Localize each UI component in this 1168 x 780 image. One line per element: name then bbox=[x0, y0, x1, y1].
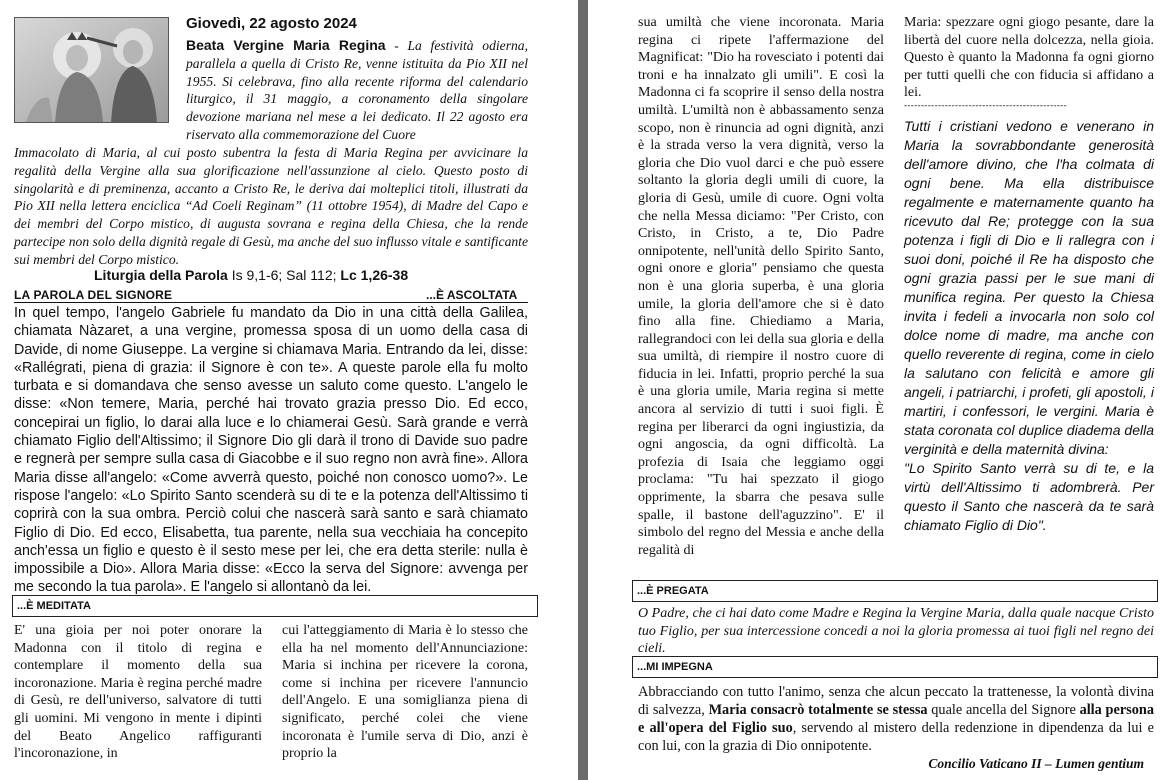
queenship-quote bbox=[904, 117, 1154, 535]
quote-text: Tutti i cristiani vedono e venerano in Maria la sovrabbondante generosità dell'amore divino, che l'ha colmata di ogni bene. Ma ella distribuisce regalmente e maternamente quanto ha ricevuto dal Re; protegge con la sua potenza i figli di Dio e li rallegra con i suoi doni, poiché il Re ha disposto che ogni grazia passi per le sue mani di munifica regina. Per questo la Chiesa invita i fedeli a invocarla non solo col dolce nome di madre, ma anche con quello reverente di regina, come in cielo la salutano con felicità e amore gli angeli, i patriarchi, i profeti, gli apostoli, i martiri, i confessori, le vergini. Maria è stata coronata col duplice diadema della verginità e della maternità divina: bbox=[904, 118, 1154, 457]
impegna-header bbox=[632, 656, 1158, 678]
section-word-title: LA PAROLA DEL SIGNORE bbox=[14, 288, 173, 302]
liturgy-refs: Is 9,1-6; Sal 112; bbox=[227, 267, 341, 283]
commit-bold-2: alla persona e all'opera del Figlio suo bbox=[638, 702, 1154, 736]
source-citation: Concilio Vaticano II – Lumen gentium bbox=[928, 756, 1144, 771]
feast-intro bbox=[186, 37, 528, 144]
meditata-label: ...È MEDITATA bbox=[17, 600, 91, 612]
page-divider bbox=[578, 0, 588, 780]
section-listened-title: ...È ASCOLTATA bbox=[426, 288, 518, 302]
feast-text-top: La festività odierna, parallela a quella di Cristo Re, venne istituita da Pio XII nel 1955. Si celebrava, fino alla recente riforma del calendario liturgico, il 31 maggio, a coronamento della singolare devozione mariana nel mese a lei dedicato. Il 22 agosto era riservato alla commemorazione del Cuore bbox=[186, 38, 528, 142]
liturgy-gospel-ref: Lc 1,26-38 bbox=[340, 267, 409, 283]
gospel-text: In quel tempo, l'angelo Gabriele fu mandato da Dio in una città della Galilea, chiamata Nàzaret, a una vergine, promessa sposa di un uomo della casa di Davide, di nome Giuseppe. La vergine si chiamava Maria. Entrando da lei, disse: «Rallégrati, piena di grazia: il Signore è con te». A queste parole ella fu molto turbata e si domandava che senso avesse un saluto come questo. L'angelo le disse: «Non temere, Maria, perché hai trovato grazia presso Dio. Ed ecco, concepirai un figlio, lo darai alla luce e lo chiamerai Gesù. Sarà grande e verrà chiamato Figlio dell'Altissimo; il Signore Dio gli darà il trono di Davide suo padre e regnerà per sempre sulla casa di Giacobbe e il suo regno non avrà fine». Allora Maria disse all'angelo: «Come avverrà questo, poiché non conosco uomo?». Le rispose l'angelo: «Lo Spirito Santo scenderà su di te e la potenza dell'Altissimo ti coprirà con la sua ombra. Perciò colui che nascerà sarà santo e sarà chiamato Figlio di Dio. Ed ecco, Elisabetta, tua parente, nella sua vecchiaia ha concepito anch'essa un figlio e questo è il sesto mese per lei, che era detta sterile: nulla è impossibile a Dio». Allora Maria disse: «Ecco la serva del Signore: avvenga per me secondo la tua parola». E l'angelo si allontanò da lei. bbox=[14, 305, 528, 596]
liturgy-label: Liturgia della Parola bbox=[94, 267, 228, 283]
feast-text-bottom: Immacolato di Maria, al cui posto subentra la festa di Maria Regina per avvicinare la regalità della Vergine alla sua glorificazione nell'assunzione al cielo. Questo posto di singolarità e di preminenza, accanto a Cristo Re, le deriva dai molteplici titoli, illustrati da Pio XII nella lettera enciclica “Ad Coeli Reginam” (11 ottobre 1954), di Madre del Capo e dei membri del Corpo mistico, di augusta sovrana e regina della Chiesa, che la rende partecipe non solo della dignità regale di Gesù, ma anche del suo influsso vitale e santificante sui membri del Corpo mistico. bbox=[14, 145, 528, 267]
quote-scripture: "Lo Spirito Santo verrà su di te, e la virtù dell'Altissimo ti adombrerà. Per questo il Santo che nascerà da te sarà chiamato Figlio di Dio". bbox=[904, 460, 1154, 533]
liturgy-line bbox=[94, 267, 408, 283]
coronation-painting-icon bbox=[15, 18, 169, 123]
feast-sep: - bbox=[385, 38, 408, 53]
commit-part-3: , servendo al mistero della redenzione in dipendenza da lui e con lui, con la grazia di Dio onnipotente. bbox=[638, 720, 1154, 754]
coronation-image bbox=[14, 17, 169, 123]
meditation-col4: Maria: spezzare ogni giogo pesante, dare la libertà del cuore nella dolcezza, nella gioia. Questo è quanto la Madonna fa ogni giorno per tutti quelli che con fiducia si affidano a lei. bbox=[904, 15, 1154, 101]
commit-part-2: quale ancella del Signore bbox=[927, 702, 1080, 718]
prayer-text: O Padre, che ci hai dato come Madre e Regina la Vergine Maria, dalla quale nacque Cristo tuo Figlio, per sua intercessione concedi a noi la gloria promessa ai tuoi figli nel regno dei cieli. bbox=[638, 606, 1154, 656]
meditation-col3: sua umiltà che viene incoronata. Maria regina ci ripete l'affermazione del Magnificat: "Dio ha rovesciato i potenti dai troni e ha innalzato gli umili". E così la Madonna ci fa scoprire il senso della nostra umiltà. L'umiltà non è abbassamento senza scopo, non è rinuncia ad ogni dignità, anzi è la strada verso la vera dignità, verso la gloria che Dio vuol darci e che può essere soltanto la gloria degli umili di cuore, la gloria di Gesù, umile di cuore. Ogni volta che nella Messa diciamo: "Per Cristo, con Cristo, in Cristo, a te, Dio Padre onnipotente, nell'unità dello Spirito Santo, ogni onore e gloria" pensiamo che questa non è una gloria superba, è una gloria umile, la gloria dell'amore che si è dato fino alla fine. Chiediamo a Maria, rallegrandoci con lei della sua gloria e della sua umiltà, di riempire il nostro cuore di fiducia in lei. Infatti, proprio perché la sua è una gloria umile, Maria regina si mette ancora al servizio di tutti i suoi figli. È regina per liberarci da ogni ingiustizia, da ogni angoscia, da ogni difficoltà. La profezia di Isaia che leggiamo oggi proclama: "Tu hai spezzato il giogo opprimente, la sbarra che pesava sulle spalle, il bastone dell'aguzzino". E' il simbolo del regno del Messia e anche della regalità di bbox=[638, 15, 884, 558]
feast-title: Beata Vergine Maria Regina bbox=[186, 37, 386, 53]
commit-bold-1: Maria consacrò totalmente se stessa bbox=[708, 702, 928, 718]
meditation-col2: cui l'atteggiamento di Maria è lo stesso che ella ha nel momento dell'Annunciazione: Maria si inchina per ricevere la corona, come si inchina per ricevere l'annuncio dell'Angelo. E una somiglianza piena di significato, perché colei che viene incoronata è l'umile serva di Dio, anzi è proprio la bbox=[282, 623, 528, 762]
section-underline bbox=[14, 302, 528, 303]
pregata-label: ...È PREGATA bbox=[637, 585, 709, 597]
meditata-header bbox=[12, 595, 538, 617]
commitment-text bbox=[638, 683, 1154, 755]
commit-part-1: Abbracciando con tutto l'animo, senza che alcun peccato la trattenesse, la volontà divina di salvezza, bbox=[638, 684, 1154, 718]
impegna-label: ...MI IMPEGNA bbox=[637, 661, 713, 673]
date-heading: Giovedì, 22 agosto 2024 bbox=[186, 15, 357, 32]
pregata-header bbox=[632, 580, 1158, 602]
meditation-col1: E' una gioia per noi poter onorare la Madonna con il titolo di regina e contemplare il momento della sua incoronazione. Maria è regina perché madre di Gesù, re dell'universo, salvatore di tutti gli uomini. Mi vengono in mente i dipinti del Beato Angelico raffiguranti l'incoronazione, in bbox=[14, 623, 262, 762]
separator-dashes: ------------------------------------------------ bbox=[904, 100, 1068, 110]
